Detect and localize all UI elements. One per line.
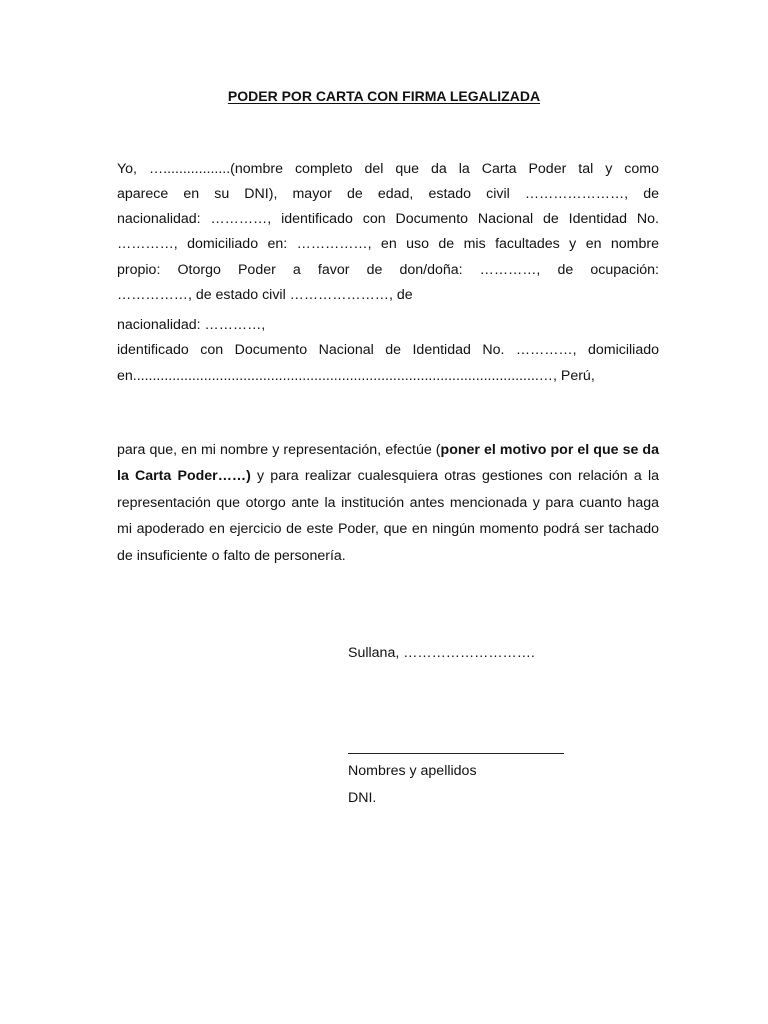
nacionalidad-line: nacionalidad: …………, bbox=[117, 317, 266, 333]
paragraph-2-start: para que, en mi nombre y representación, efectúe ( bbox=[117, 442, 441, 458]
signature-line bbox=[348, 753, 564, 754]
paragraph-2-end: y para realizar cualesquiera otras gestiones con relación a la representación que otorgo ante la institución antes mencionada y para cuanto haga mi apoderado en ejercicio de este Poder, que en ningún momento podrá ser tachado de insuficiente o falto de personería. bbox=[117, 468, 660, 564]
document-title: PODER POR CARTA CON FIRMA LEGALIZADA bbox=[227, 88, 541, 104]
signature-name-label: Nombres y apellidos bbox=[348, 763, 477, 779]
identificado-line: identificado con Documento Nacional de Identidad No. …………, domiciliado bbox=[117, 342, 659, 358]
paragraph-1-line-4: …………, domiciliado en: ……………, en uso de mis facultades y en nombre bbox=[117, 236, 659, 252]
paragraph-1-line-3: nacionalidad: …………, identificado con Documento Nacional de Identidad No. bbox=[117, 211, 659, 227]
paragraph-1-line-1: Yo, ….................(nombre completo del que da la Carta Poder tal y como bbox=[117, 161, 659, 177]
place-date: Sullana, ………………………. bbox=[348, 645, 535, 661]
signature-dni-label: DNI. bbox=[348, 790, 377, 806]
paragraph-1-line-6: ……………, de estado civil …………………, de bbox=[117, 287, 413, 303]
paragraph-2-bold: poner el motivo por el que se da la Carta Poder……) bbox=[117, 442, 659, 485]
domicilio-line: en.......................................................................................................…, Perú, bbox=[117, 368, 595, 384]
paragraph-1-line-2: aparece en su DNI), mayor de edad, estado civil …………………, de bbox=[117, 186, 659, 202]
paragraph-2 bbox=[117, 437, 659, 569]
paragraph-1-line-5: propio: Otorgo Poder a favor de don/doña: …………, de ocupación: bbox=[117, 262, 659, 278]
